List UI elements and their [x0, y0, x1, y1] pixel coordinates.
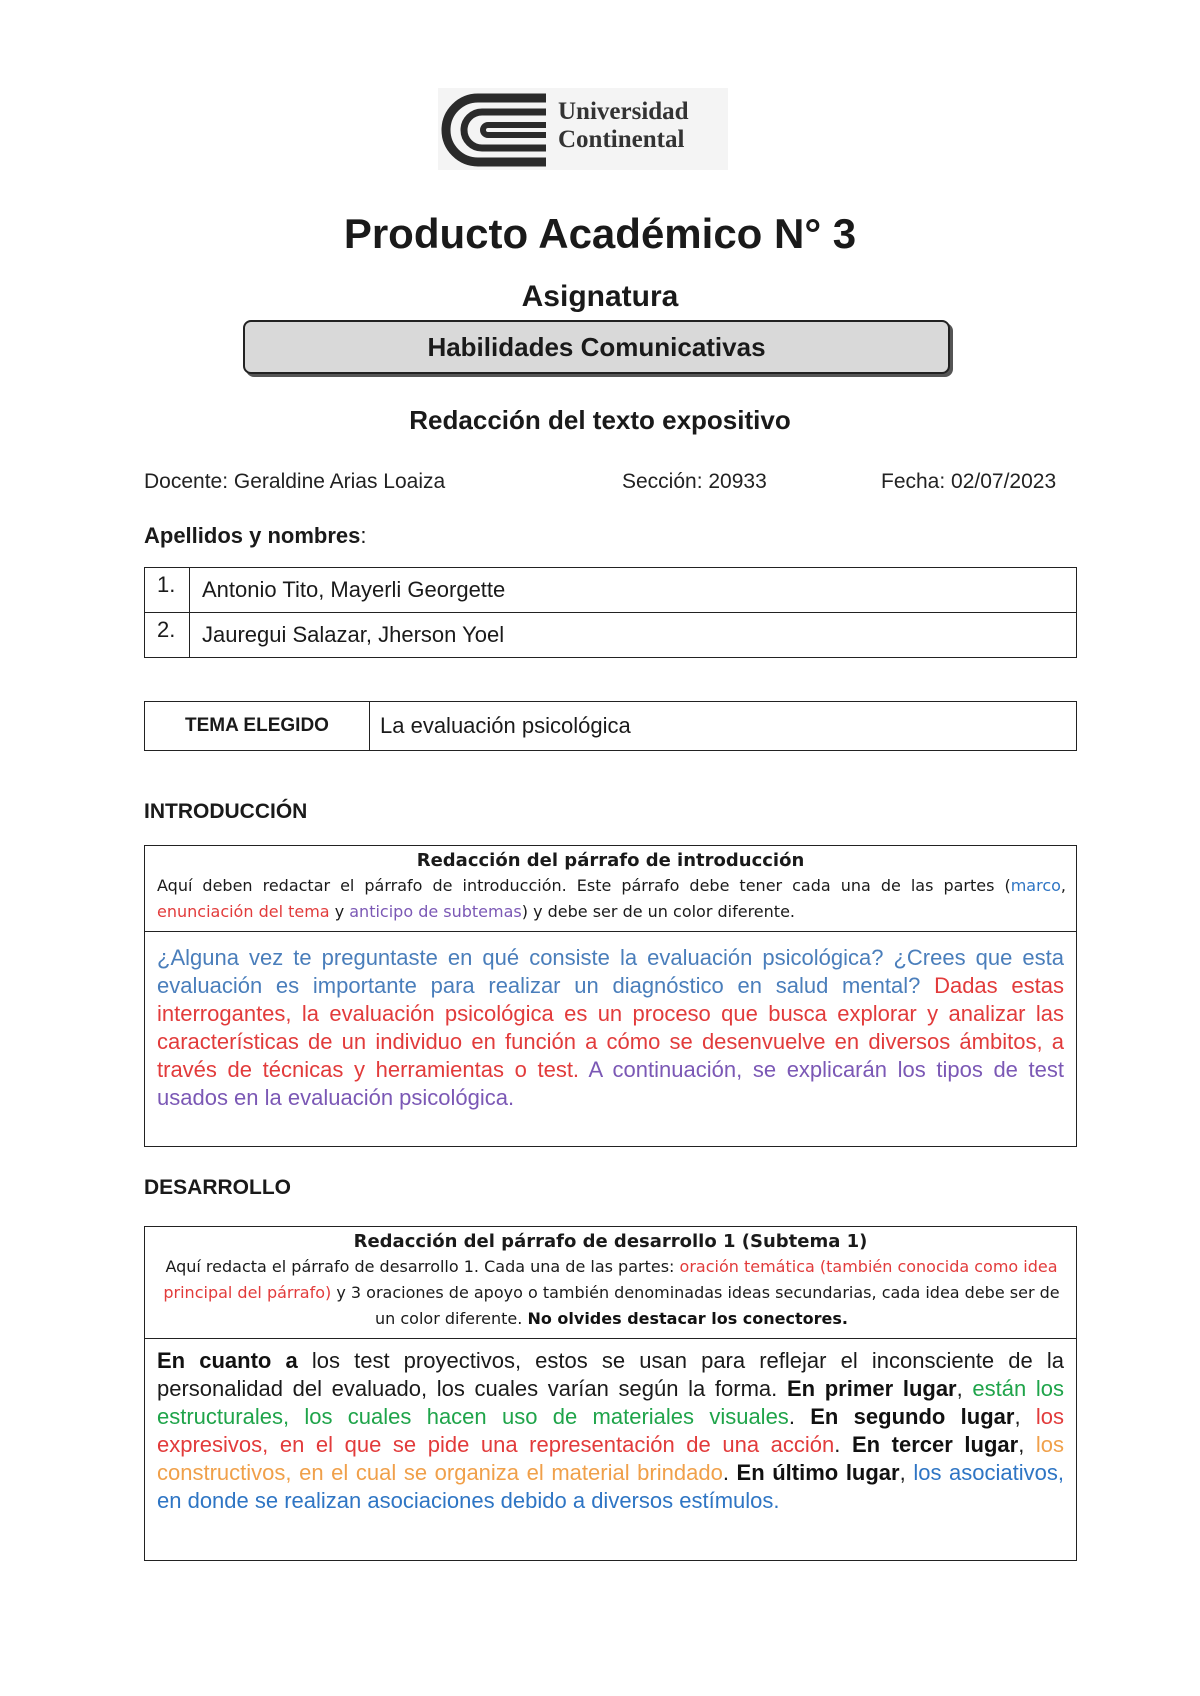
fecha-field: Fecha: 02/07/2023	[881, 470, 1057, 493]
intro-instructions: Aquí deben redactar el párrafo de introducción. Este párrafo debe tener cada una de las partes (marco, enunciación del tema y anticipo de subtemas) y debe ser de un color diferente.	[157, 876, 1066, 921]
desarrollo-instructions: Aquí redacta el párrafo de desarrollo 1. Cada una de las partes: oración temática (también conocida como idea principal del párrafo) y 3 oraciones de apoyo o también denominadas ideas secundarias, cada idea debe ser de un color diferente. No olvides destacar los conectores.	[163, 1257, 1060, 1328]
intro-heading: INTRODUCCIÓN	[144, 800, 308, 823]
intro-box-title: Redacción del párrafo de introducción	[416, 850, 805, 871]
desarrollo-box-header	[145, 1227, 1076, 1339]
apellidos-label: Apellidos y nombres:	[144, 523, 367, 548]
table-row	[145, 568, 1077, 613]
seccion-field: Sección: 20933	[622, 470, 767, 493]
logo-wordmark: Universidad Continental	[558, 98, 689, 153]
table-row	[145, 702, 1077, 751]
intro-paragraph: ¿Alguna vez te preguntaste en qué consiste la evaluación psicológica? ¿Crees que esta evaluación es importante para realizar un diagnóstico en salud mental? Dadas estas interrogantes, la evaluación psicológica es un proceso que busca explorar y analizar las características de un individuo en función a cómo se desenvuelve en diversos ámbitos, a través de técnicas y herramientas o test. A continuación, se explicarán los tipos de test usados en la evaluación psicológica.	[157, 945, 1065, 1110]
desarrollo-heading: DESARROLLO	[144, 1176, 291, 1199]
document-subtitle: Redacción del texto expositivo	[409, 405, 791, 435]
student-name: Jauregui Salazar, Jherson Yoel	[190, 613, 1077, 658]
asignatura-label: Asignatura	[521, 280, 679, 313]
student-number: 1.	[145, 568, 190, 613]
tema-value: La evaluación psicológica	[370, 702, 1077, 751]
students-table	[144, 567, 1077, 658]
tema-table	[144, 701, 1077, 751]
docente-field: Docente: Geraldine Arias Loaiza	[144, 470, 446, 493]
intro-box-header	[145, 846, 1076, 932]
intro-box	[144, 845, 1077, 1147]
desarrollo-box-title: Redacción del párrafo de desarrollo 1 (Subtema 1)	[353, 1231, 868, 1252]
student-name: Antonio Tito, Mayerli Georgette	[190, 568, 1077, 613]
desarrollo-box	[144, 1226, 1077, 1561]
student-number: 2.	[145, 613, 190, 658]
course-name-box: Habilidades Comunicativas	[243, 320, 950, 374]
page-title: Producto Académico N° 3	[343, 210, 857, 257]
table-row	[145, 613, 1077, 658]
tema-label: TEMA ELEGIDO	[145, 702, 370, 751]
desarrollo-paragraph: En cuanto a los test proyectivos, estos se usan para reflejar el inconsciente de la personalidad del evaluado, los cuales varían según la forma. En primer lugar, están los estructurales, los cuales hacen uso de materiales visuales. En segundo lugar, los expresivos, en el que se pide una representación de una acción. En tercer lugar, los constructivos, en el cual se organiza el material brindado. En último lugar, los asociativos, en donde se realizan asociaciones debido a diversos estímulos.	[157, 1348, 1065, 1513]
